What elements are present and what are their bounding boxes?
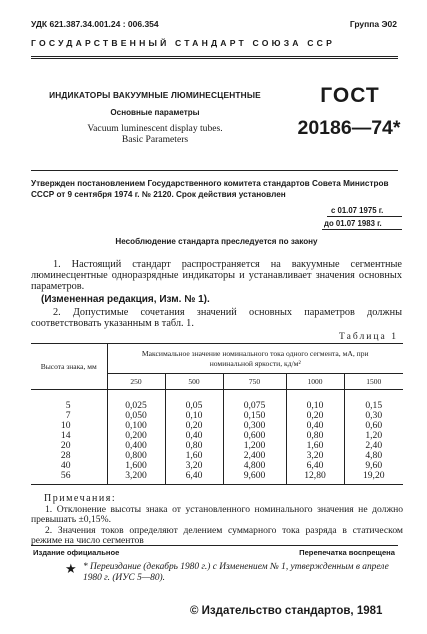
cell-current: 0,80: [165, 441, 223, 451]
title-en-line1: Vacuum luminescent display tubes.: [87, 123, 223, 134]
cell-current: 0,075: [223, 401, 286, 411]
reprint-prohibited: Перепечатка воспрещена: [299, 548, 395, 557]
cell-height: 7: [31, 411, 107, 421]
cell-current: 0,300: [223, 421, 286, 431]
table-row: [31, 461, 403, 471]
footer-rule: [31, 545, 398, 546]
note-2: 2. Значения токов определяют делением суммарного тока разряда в статическом режиме на число сегментов: [31, 525, 403, 547]
cell-current: 0,150: [223, 411, 286, 421]
cell-height: 10: [31, 421, 107, 431]
cell-current: 0,20: [286, 411, 344, 421]
table-row: [31, 431, 403, 441]
cell-current: 0,400: [107, 441, 165, 451]
parameters-table-body: [31, 401, 403, 484]
table-row: [31, 421, 403, 431]
reissue-note: * Переиздание (декабрь 1980 г.) с Изменением № 1, утвержденным в апреле 1980 г. (ИУС 5—80).: [83, 562, 389, 583]
cell-current: 4,80: [365, 449, 383, 461]
cell-current: 0,200: [107, 431, 165, 441]
col-header-brightness: 500: [165, 374, 223, 390]
notes-title: Примечания:: [44, 493, 117, 504]
cell-current: 6,40: [165, 471, 223, 481]
col-header-brightness: 1000: [286, 374, 344, 390]
validity-to: до 01.07 1983 г.: [324, 219, 382, 228]
standard-heading: ГОСУДАРСТВЕННЫЙ СТАНДАРТ СОЮЗА ССР: [31, 38, 336, 48]
cell-height: 14: [31, 431, 107, 441]
cell-current: 12,80: [286, 471, 344, 481]
header-rule-top: [31, 56, 398, 57]
table-label: Таблица 1: [338, 331, 398, 342]
cell-current: 2,400: [223, 451, 286, 461]
table-row: [31, 451, 403, 461]
gost-label: ГОСТ: [320, 84, 380, 107]
col-header-brightness: 750: [223, 374, 286, 390]
cell-height: 40: [31, 461, 107, 471]
cell-current: 1,60: [286, 441, 344, 451]
cell-current: 19,20: [362, 469, 385, 481]
udk-code: УДК 621.387.34.001.24 : 006.354: [31, 19, 159, 29]
cell-current: 3,20: [165, 461, 223, 471]
cell-current: 0,20: [165, 421, 223, 431]
cell-current: 0,40: [286, 421, 344, 431]
cell-current: 0,80: [286, 431, 344, 441]
paragraph-1-amendment: (Измененная редакция, Изм. № 1).: [41, 294, 210, 305]
document-title-ru: ИНДИКАТОРЫ ВАКУУМНЫЕ ЛЮМИНЕСЦЕНТНЫЕ: [49, 90, 261, 100]
col-header-height: Высота знака, мм: [31, 344, 107, 390]
validity-from: с 01.07 1975 г.: [331, 206, 384, 215]
copyright: © Издательство стандартов, 1981: [190, 605, 383, 617]
validity-to-underline: [322, 229, 402, 230]
cell-current: 3,20: [286, 451, 344, 461]
cell-current: 1,60: [165, 451, 223, 461]
cell-current: 0,025: [107, 401, 165, 411]
cell-current: 4,800: [223, 461, 286, 471]
col-header-brightness: 1500: [344, 374, 403, 390]
table-row: [31, 411, 403, 421]
cell-current: 0,050: [107, 411, 165, 421]
cell-current: 0,30: [365, 409, 383, 421]
table-row: [31, 441, 403, 451]
cell-current: 1,600: [107, 461, 165, 471]
cell-current: 0,15: [365, 399, 383, 411]
cell-current: 3,200: [107, 471, 165, 481]
col-header-brightness: 250: [107, 374, 165, 390]
cell-current: 0,05: [165, 401, 223, 411]
title-rule: [31, 170, 398, 171]
cell-current: 0,10: [165, 411, 223, 421]
paragraph-2: 2. Допустимые сочетания значений основных параметров должны соответствовать указанным в табл. 1.: [31, 307, 402, 330]
cell-height: 28: [31, 451, 107, 461]
cell-height: 56: [31, 471, 107, 481]
approval-text: Утвержден постановлением Государственного комитета стандартов Совета Министров СССР от 9 сентября 1974 г. № 2120. Срок действия установлен: [31, 179, 389, 199]
law-notice: Несоблюдение стандарта преследуется по закону: [115, 237, 318, 246]
cell-current: 1,200: [223, 441, 286, 451]
official-edition: Издание официальное: [33, 548, 120, 557]
note-1: 1. Отклонение высоты знака от установленного номинального значения не должно превышать ±0,15%.: [31, 504, 403, 526]
cell-height: 5: [31, 401, 107, 411]
col-header-current: Максимальное значение номинального тока одного сегмента, мА, при номинальной яркости, кд/м²: [107, 344, 403, 374]
paragraph-1: 1. Настоящий стандарт распространяется на вакуумные сегментные люминесцентные одноразрядные индикаторы и устанавливает значения основных параметров.: [31, 259, 402, 293]
star-icon: ★: [65, 561, 77, 576]
table-row: [31, 471, 403, 481]
table-row: [31, 401, 403, 411]
cell-current: 9,60: [365, 459, 383, 471]
validity-from-underline: [327, 216, 402, 217]
document-title-en: [30, 124, 280, 145]
cell-current: 0,60: [365, 419, 383, 431]
cell-current: 0,100: [107, 421, 165, 431]
cell-height: 20: [31, 441, 107, 451]
parameters-table-grid: [31, 343, 403, 401]
group-code: Группа Э02: [349, 19, 397, 29]
cell-current: 0,40: [165, 431, 223, 441]
gost-number: 20186—74*: [297, 117, 401, 139]
table-bottom-rule: [31, 484, 403, 485]
document-subtitle-ru: Основные параметры: [110, 108, 200, 117]
cell-current: 0,800: [107, 451, 165, 461]
parameters-table: [31, 343, 403, 485]
cell-current: 0,10: [286, 401, 344, 411]
title-en-line2: Basic Parameters: [121, 133, 189, 145]
cell-current: 6,40: [286, 461, 344, 471]
cell-current: 0,600: [223, 431, 286, 441]
cell-current: 1,20: [365, 429, 383, 441]
header-rule-bottom: [31, 58, 398, 59]
cell-current: 2,40: [365, 439, 383, 451]
cell-current: 9,600: [223, 471, 286, 481]
